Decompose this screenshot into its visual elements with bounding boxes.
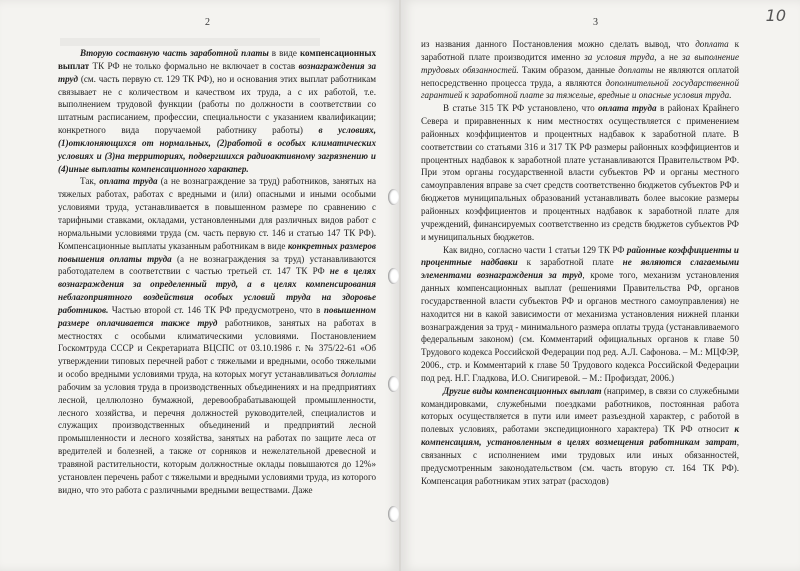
text-run: (а не вознаграждение за труд) работников, занятых на тяжелых работах, работах с вредными и (или) опасными и иными особыми условиями труда, устанавливается в повышенном размере по сравнению с тарифными ставками, окладами, установленными для различных видов работ с нормальными условиями труда (см. часть первую ст. 146 и статью 147 ТК РФ). Компенсационные выплаты указанным работникам в виде: [58, 176, 376, 251]
text-run: , кроме того, механизм установления данных компенсационных выплат (решениями Правительства РФ, органов государственной власти субъектов РФ и органов местного самоуправления) не находится ни в какой зависимости от механизма установления нижней планки вознаграждения за труд - минимального размера оплаты труда (устанавливаемого федеральным законом) (см. Комментарий официальных органов к главе 50 Трудового кодекса Российской Федерации под ред. А.Л. Сафонова. – М.: МЦФЭР, 2006., стр. и Комментарий к главе 50 Трудового кодекса Российской Федерации под ред. Н.Г. Гладкова, И.О. Снигиревой. – М.: Профиздат, 2006.): [421, 270, 739, 383]
text-run: конкретных размеров повышения оплаты труда: [58, 240, 376, 264]
text-run: за условия труда: [584, 51, 655, 62]
text-run: Так,: [80, 176, 100, 187]
handwritten-page-number: 10: [765, 6, 786, 25]
page-body: [421, 38, 739, 488]
text-run: Частью второй ст. 146 ТК РФ предусмотрено, что в: [108, 304, 324, 315]
punch-hole: [388, 268, 399, 284]
text-run: Вторую составную часть заработной платы: [80, 48, 269, 58]
page-body: [58, 47, 376, 497]
text-run: (например, в связи со служебными командировками, служебными поездками работников, постоянная работа которых осуществляется в пути или имеет разъездной характер, с работой в полевых условиях, работами экспедиционного характера) ТК РФ относит: [421, 385, 739, 435]
text-run: В статье 315 ТК РФ установлено, что: [443, 103, 599, 114]
text-run: вознаграждения за труд: [58, 60, 376, 84]
text-run: в районах Крайнего Севера и приравненных к ним местностях осуществляется с применением районных коэффициентов и процентных надбавок к заработной плате. В соответствии со статьями 316 и 317 ТК РФ размеры районных коэффициентов и процентных надбавок к заработной плате устанавливаются Правительством РФ. При этом органы государственной власти субъектов РФ и органы местного самоуправления вправе за счет средств соответственно бюджетов субъектов РФ и бюджетов муниципальных образований устанавливать более высокие размеры районных коэффициентов и процентных надбавок к заработной плате для учреждений, финансируемых соответственно из средств бюджетов субъектов РФ и муниципальных бюджетов.: [421, 103, 740, 242]
punch-hole: [388, 506, 399, 522]
text-run: , связанных с исполнением ими трудовых или иных обязанностей, предусмотренным законодательством (см. часть вторую ст. 164 ТК РФ). Компенсация работникам этих затрат (расходов): [421, 437, 739, 486]
text-run: работников, занятых на работах в местностях с особыми климатическими условиями. Постановлением Госкомтруда СССР и Секретариата ВЦСПС от 03.10.1986 г. № 375/22-61 «Об утверждении типовых перечней работ с тяжелыми и вредными, особо тяжелыми и особо вредными условиями труда, на которых могут устанавливаться: [58, 317, 376, 380]
text-run: компенсационных выплат: [58, 48, 376, 71]
text-run: не в целях вознаграждения за определенный труд, а в целях компенсирования неблагоприятного воздействия особых условий труда на здоровье работников.: [58, 266, 376, 315]
text-run: дополнительной государственной гарантией к заработной плате за тяжелые, вредные и опасные условия труда.: [421, 77, 739, 101]
left-page: [0, 0, 399, 571]
text-run: районные коэффициенты и процентные надбавки: [421, 244, 739, 268]
text-run: Таким образом, данные: [518, 64, 619, 75]
page-number: 2: [205, 17, 210, 28]
page-number: 3: [593, 17, 598, 28]
text-run: из названия данного Постановления можно сделать вывод, что: [421, 39, 696, 49]
text-run: (а не вознаграждения за труд) устанавливаются работодателем в соответствии с частью третьей ст. 147 ТК РФ: [58, 253, 376, 277]
punch-hole: [388, 189, 399, 205]
text-run: в условиях, (1)отклоняющихся от нормальных, (2)работой в особых климатических условиях и (3)на территориях, подвергшихся радиоактивному загрязнению и (4)иные выплаты компенсационного характер.: [58, 125, 377, 174]
paragraph: [58, 175, 376, 496]
text-run: к компенсациям, установленным в целях возмещения работникам затрат: [421, 424, 739, 448]
right-page: [401, 0, 800, 571]
text-run: в виде: [268, 48, 300, 58]
text-run: оплата труда: [99, 176, 158, 187]
text-run: (см. часть первую ст. 129 ТК РФ), но и основания этих выплат работникам связывает не с количеством и качеством их труда, а с их работой, т.е. выполнением трудовой функции (работы по должности в соответствии со штатным расписанием, профессии, специальности с указанием квалификации; конкретного вида поручаемой работнику работы): [58, 73, 376, 136]
text-run: за выполнение трудовых обязанностей.: [421, 51, 740, 75]
text-run: не являются оплатой непосредственно процесса труда, а являются: [421, 64, 739, 88]
text-run: не являются слагаемыми элементами вознаграждения за труд: [421, 257, 740, 281]
text-run: к заработной плате производится именно: [421, 39, 740, 62]
bleed-through-line: [60, 38, 320, 46]
text-run: ТК РФ не только формально не включает в состав: [89, 60, 299, 71]
text-run: Другие виды компенсационных выплат: [443, 385, 602, 396]
text-run: доплаты: [340, 369, 376, 380]
text-run: повышенном размере оплачивается также труд: [58, 304, 376, 328]
text-run: к заработной плате: [517, 257, 623, 268]
paragraph: [421, 102, 739, 243]
text-run: доплаты: [618, 64, 654, 75]
text-run: доплата: [695, 39, 729, 49]
punch-hole: [388, 376, 399, 392]
text-run: Как видно, согласно части 1 статьи 129 ТК РФ: [443, 244, 627, 255]
text-run: , а не: [654, 51, 683, 62]
text-run: рабочим за условия труда в производственных объединениях и на предприятиях лесной, целлюлозно бумажной, деревообрабатывающей промышленности, лесного хозяйства, и перечня должностей руководителей, специалистов и служащих производственных объединений и предприятий лесной промышленности и лесного хозяйства, занятых на работах по защите леса от вредителей и болезней, а также от сорняков и нежелательной древесной и травяной растительности, которым должностные оклады повышаются до 12%» установлен перечень работ с тяжелыми и вредными условиями труда, из которого видно, что это работа с различными вредными веществами. Даже: [58, 381, 376, 495]
text-run: оплата труда: [598, 103, 657, 114]
paragraph: [421, 385, 739, 488]
paragraph: [421, 38, 739, 102]
paragraph: [58, 47, 376, 175]
paragraph: [421, 244, 739, 385]
